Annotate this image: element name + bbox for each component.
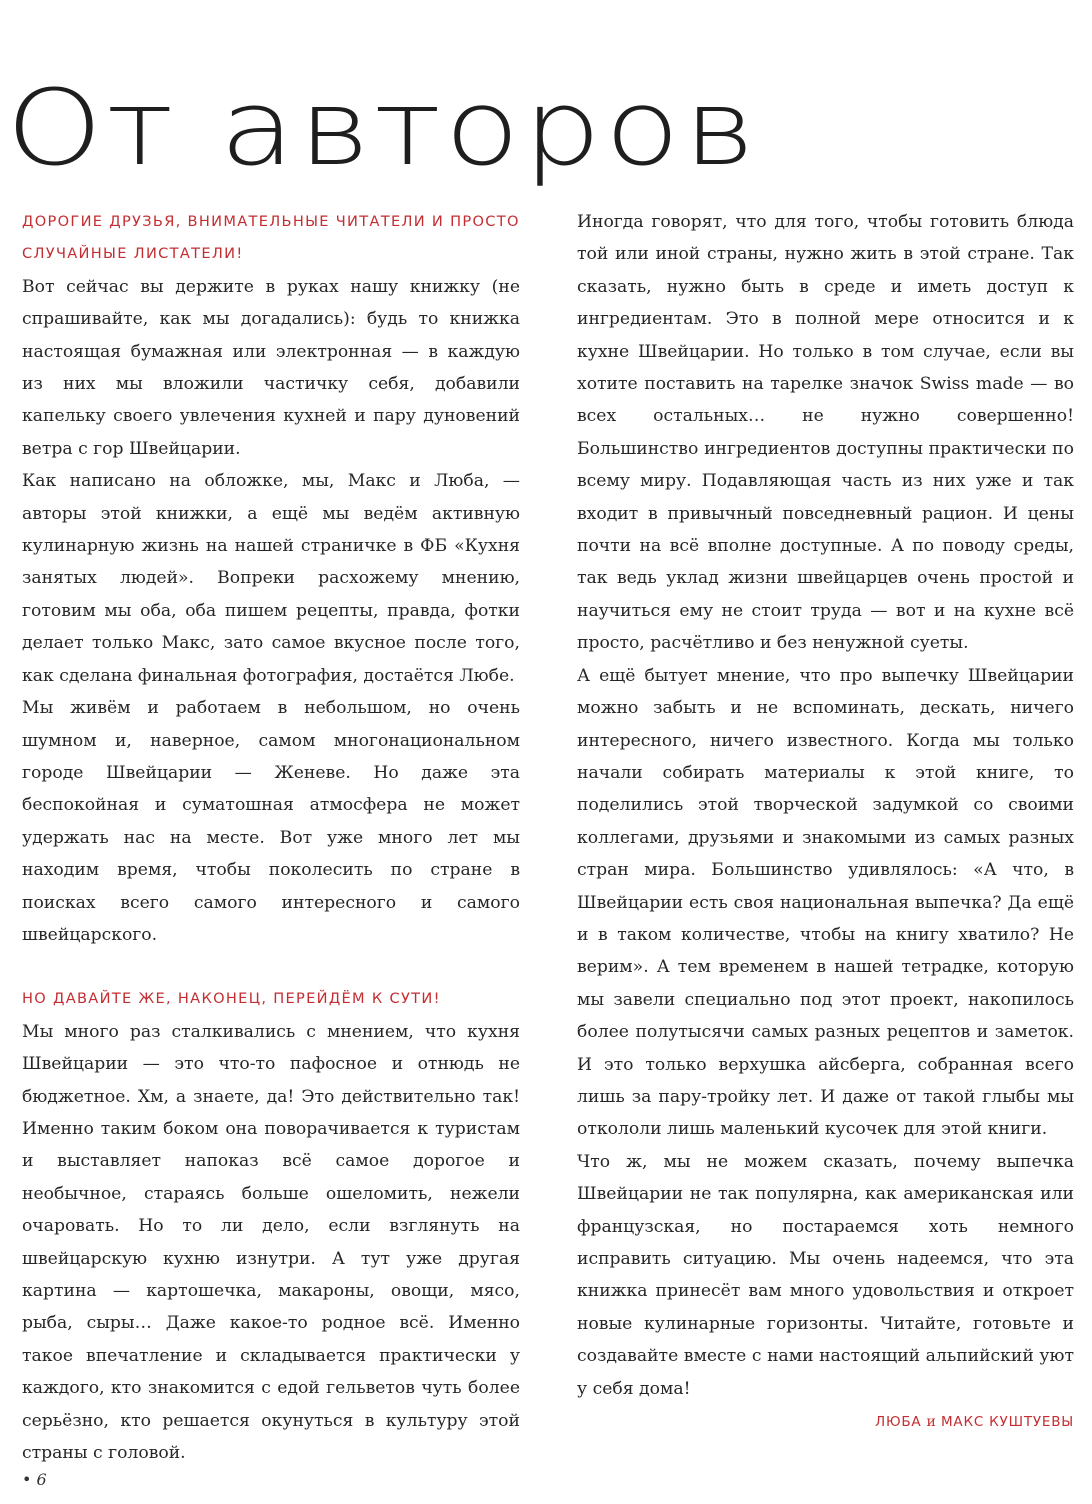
page-number: • 6 (22, 1470, 47, 1489)
page-title: От авторов (6, 66, 759, 189)
signature-conjunction: и (926, 1414, 936, 1431)
paragraph: Мы много раз сталкивались с мнением, что кухня Швейцарии — это что-то пафосное и отнюдь не бюджетное. Хм, а знаете, да! Это действительно так! Именно таким боком она поворачивается к туристам и выставляет напоказ всё самое дорогое и необычное, стараясь больше ошеломить, нежели очаровать. Но то ли дело, если взглянуть на швейцарскую кухню изнутри. А тут уже другая картина — картошечка, макароны, овощи, мясо, рыба, сыры… Даже какое-то родное всё. Именно такое впечатление и складывается практически у каждого, кто знакомится с едой гельветов чуть более серьёзно, кто решается окунуться в культуру этой страны с головой. (22, 1021, 520, 1464)
signature-name-1: ЛЮБА (875, 1414, 922, 1431)
left-column (22, 206, 520, 1469)
authors-signature (577, 1405, 1074, 1439)
right-column (577, 206, 1074, 1439)
signature-name-2: МАКС КУШТУЕВЫ (940, 1414, 1074, 1431)
section-heading-to-the-point: НО ДАВАЙТЕ ЖЕ, НАКОНЕЦ, ПЕРЕЙДЁМ К СУТИ! (22, 990, 441, 1008)
paragraph: Как написано на обложке, мы, Макс и Люба, — авторы этой книжки, а ещё мы ведём активную кулинарную жизнь на нашей страничке в ФБ «Кухня занятых людей». Вопреки расхожему мнению, готовим мы оба, оба пишем рецепты, правда, фотки делает только Макс, зато самое вкусное после того, как сделана финальная фотография, достаётся Любе. (22, 471, 520, 686)
paragraph: А ещё бытует мнение, что про выпечку Швейцарии можно забыть и не вспоминать, дескать, ничего интересного, ничего известного. Когда мы только начали собирать материалы к этой книге, то поделились этой творческой задумкой со своими коллегами, друзьями и знакомыми из самых разных стран мира. Большинство удивлялось: «А что, в Швейцарии есть своя национальная выпечка? Да ещё и в таком количестве, чтобы на книгу хватило? Не верим». А тем временем в нашей тетрадке, которую мы завели специально под этот проект, накопилось более полутысячи самых разных рецептов и заметок. И это только верхушка айсберга, собранная всего лишь за пару-тройку лет. И даже от такой глыбы мы откололи лишь маленький кусочек для этой книги. (577, 665, 1074, 1140)
section-heading-greeting: ДОРОГИЕ ДРУЗЬЯ, ВНИМАТЕЛЬНЫЕ ЧИТАТЕЛИ И ПРОСТО СЛУЧАЙНЫЕ ЛИСТАТЕЛИ! (22, 213, 520, 263)
paragraph: Что ж, мы не можем сказать, почему выпечка Швейцарии не так популярна, как американская или французская, но постараемся хоть немного исправить ситуацию. Мы очень надеемся, что эта книжка принесёт вам много удовольствия и откроет новые кулинарные горизонты. Читайте, готовьте и создавайте вместе с нами настоящий альпийский уют у себя дома! (577, 1151, 1074, 1399)
paragraph: Мы живём и работаем в небольшом, но очень шумном и, наверное, самом многонациональном городе Швейцарии — Женеве. Но даже эта беспокойная и суматошная атмосфера не может удержать нас на месте. Вот уже много лет мы находим время, чтобы поколесить по стране в поисках всего самого интересного и самого швейцарского. (22, 698, 520, 945)
paragraph: Вот сейчас вы держите в руках нашу книжку (не спрашивайте, как мы догадались): будь то книжка настоящая бумажная или электронная — в каждую из них мы вложили частичку себя, добавили капельку своего увлечения кухней и пару дуновений ветра с гор Швейцарии. (22, 276, 520, 459)
paragraph: Иногда говорят, что для того, чтобы готовить блюда той или иной страны, нужно жить в этой стране. Так сказать, нужно быть в среде и иметь доступ к ингредиентам. Это в полной мере относится и к кухне Швейцарии. Но только в том случае, если вы хотите поставить на тарелке значок Swiss made — во всех остальных… не нужно совершенно! Большинство ингредиентов доступны практически по всему миру. Подавляющая часть из них уже и так входит в привычный повседневный рацион. И цены почти на всё вполне доступные. А по поводу среды, так ведь уклад жизни швейцарцев очень простой и научиться ему не стоит труда — вот и на кухне всё просто, расчётливо и без ненужной суеты. (577, 212, 1074, 654)
